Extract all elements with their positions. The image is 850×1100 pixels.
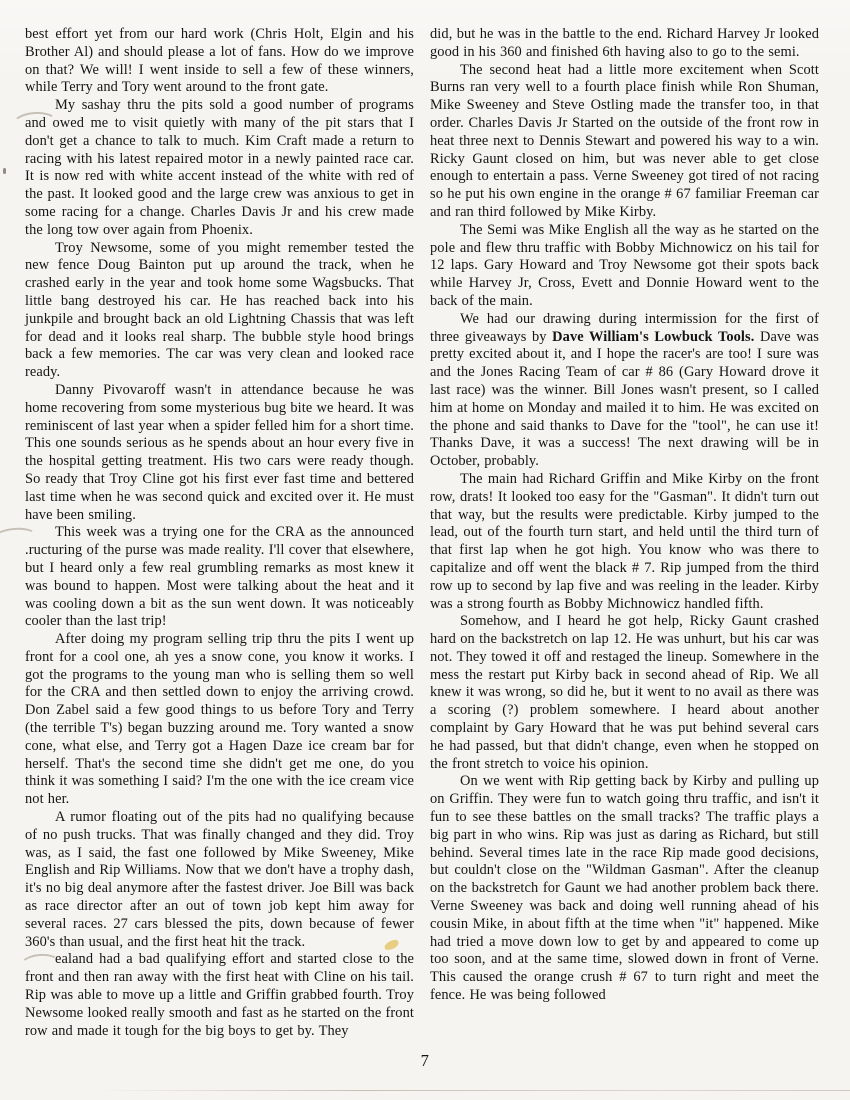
page-number: 7 bbox=[420, 1051, 430, 1070]
paragraph: We had our drawing during intermission for the first of three giveaways by Dave William's Lowbuck Tools. Dave was pretty excited about it, and I hope the racer's are too! I sure was and the Jones Racing Team of car # 86 (Gary Howard drove it last race) was the winner. Bill Jones wasn't present, so I called him at home on Monday and mailed it to him. He was excited on the phone and said thanks to Dave for the "tool", he can use it! Thanks Dave, it was a success! The next drawing will be in October, probably. bbox=[430, 310, 819, 470]
paragraph: After doing my program selling trip thru the pits I went up front for a cool one, ah yes a snow cone, you know it works. I got the programs to the young man who is selling them so well for the CRA and then settled down to enjoy the arriving crowd. Don Zabel said a few good things to us before Tory and Terry (the terrible T's) began buzzing around me. Tory wanted a snow cone, what else, and Terry got a Hagen Daze ice cream bar for herself. That's the second time she didn't get me one, do you think it was something I said? I'm the one with the ice cream vice not her. bbox=[25, 631, 414, 808]
paragraph: The Semi was Mike English all the way as he started on the pole and flew thru traffic with Bobby Michnowicz on his tail for 12 laps. Gary Howard and Troy Newsome got their spots back while Harvey Jr, Cross, Evett and Donnie Howard went to the back of the main. bbox=[430, 221, 819, 309]
scan-edge-line bbox=[95, 1090, 850, 1091]
right-column bbox=[430, 26, 819, 1040]
paragraph: ealand had a bad qualifying effort and started close to the front and then ran away with the first heat with Cline on his tail. Rip was able to move up a little and Griffin grabbed fourth. Troy Newsome looked really smooth and fast as he started on the front row and made it tough for the big boys to get by. They bbox=[25, 951, 414, 1039]
paragraph: On we went with Rip getting back by Kirby and pulling up on Griffin. They were fun to watch going thru traffic, and isn't it fun to see these battles on the small tracks? The traffic plays a big part in who wins. Rip was just as daring as Richard, but still behind. Several times late in the race Rip made good decisions, but couldn't close on the "Wildman Gasman". After the cleanup on the backstretch for Gaunt we had another problem back there. Verne Sweeney was back and doing well running ahead of his cousin Mike, in about fifth at the time when "it" happened. Mike had tried a move down low to get by and appeared to come up too soon, and at the same time, slowed down in front of Verne. This caused the orange crush # 67 to turn right and meet the fence. He was being followed bbox=[430, 773, 819, 1004]
paragraph: The main had Richard Griffin and Mike Kirby on the front row, drats! It looked too easy for the "Gasman". It didn't turn out that way, but the results were predictable. Kirby jumped to the lead, out of the fourth turn start, and held until the third turn of that first lap when he got high. You know who was there to capitalize and off went the black # 7. Rip jumped from the third row up to second by lap five and was reeling in the leader. Kirby was a strong fourth as Bobby Michnowicz handled fifth. bbox=[430, 470, 819, 612]
paragraph: This week was a trying one for the CRA as the announced .ructuring of the purse was made reality. I'll cover that elsewhere, but I heard only a few real grumbling remarks as most knew it was bound to happen. Most were talking about the heat and it was cooling down a bit as the sun went down. It was noticeably cooler than the last trip! bbox=[25, 524, 414, 630]
paragraph: Troy Newsome, some of you might remember tested the new fence Doug Bainton put up around the track, when he crashed early in the year and took home some Wagsbucks. That little bang destroyed his car. He has reached back into his junkpile and brought back an old Lightning Chassis that was left for dead and it looks real sharp. The bubble style hood brings back a few memories. The car was very clean and looked race ready. bbox=[25, 239, 414, 381]
paragraph: A rumor floating out of the pits had no qualifying because of no push trucks. That was finally changed and they did. Troy was, as I said, the fast one followed by Mike Sweeney, Mike English and Rip Williams. Now that we don't have a trophy dash, it's no big deal anymore after the fastest driver. Joe Bill was back as race director after an out of town job kept him away for several races. 27 cars blessed the pits, down because of fewer 360's than usual, and the first heat hit the track. bbox=[25, 809, 414, 950]
left-column bbox=[25, 26, 414, 1040]
paragraph: The second heat had a little more excitement when Scott Burns ran very well to a fourth place finish while Ron Shuman, Mike Sweeney and Steve Ostling made the transfer too, in that order. Charles Davis Jr Started on the outside of the front row in heat three next to Dennis Stewart and powered his way to a win. Ricky Gaunt closed on him, but was never able to get close enough to entertain a pass. Verne Sweeney got tired of not racing so he put his own engine in the orange # 67 familiar Freeman car and ran third followed by Mike Kirby. bbox=[430, 61, 819, 220]
paragraph: My sashay thru the pits sold a good number of programs and owed me to visit quietly with many of the pit stars that I don't get a chance to talk to much. Kim Craft made a return to racing with his latest repaired motor in a newly painted race car. It is now red with white accent instead of the white with red of the past. It looked good and the large crew was anxious to get in some racing for a change. Charles Davis Jr and his crew made the long tow over again from Phoenix. bbox=[25, 97, 414, 238]
paragraph: Somehow, and I heard he got help, Ricky Gaunt crashed hard on the backstretch on lap 12. He was unhurt, but his car was not. They towed it off and restaged the lineup. Somewhere in the mess the restart put Kirby back in second ahead of Rip. We all knew it was wrong, so did he, but it went to no avail as there was a scoring (?) problem somewhere. I heard about another complaint by Gary Howard that he was put behind several cars he had passed, but that didn't change, even when he stopped on the front stretch to voice his opinion. bbox=[430, 613, 819, 772]
scan-speck-artifact bbox=[3, 168, 6, 174]
paragraph: best effort yet from our hard work (Chris Holt, Elgin and his Brother Al) and should please a lot of fans. How do we improve on that? We will! I went inside to sell a few of these winners, while Terry and Tory went around to the front gate. bbox=[25, 26, 414, 96]
paragraph: Danny Pivovaroff wasn't in attendance because he was home recovering from some mysterious bug bite we heard. It was reminiscent of last year when a spider felled him for a short time. This one sounds serious as he spends about an hour every five in the hospital getting treatment. His two cars were ready though. So ready that Troy Cline got his first ever fast time and bettered last time when he was second quick and excited over it. He must have been smiling. bbox=[25, 381, 414, 523]
text-columns bbox=[25, 26, 819, 1040]
paragraph: did, but he was in the battle to the end. Richard Harvey Jr looked good in his 360 and finished 6th having also to go to the semi. bbox=[430, 26, 819, 60]
